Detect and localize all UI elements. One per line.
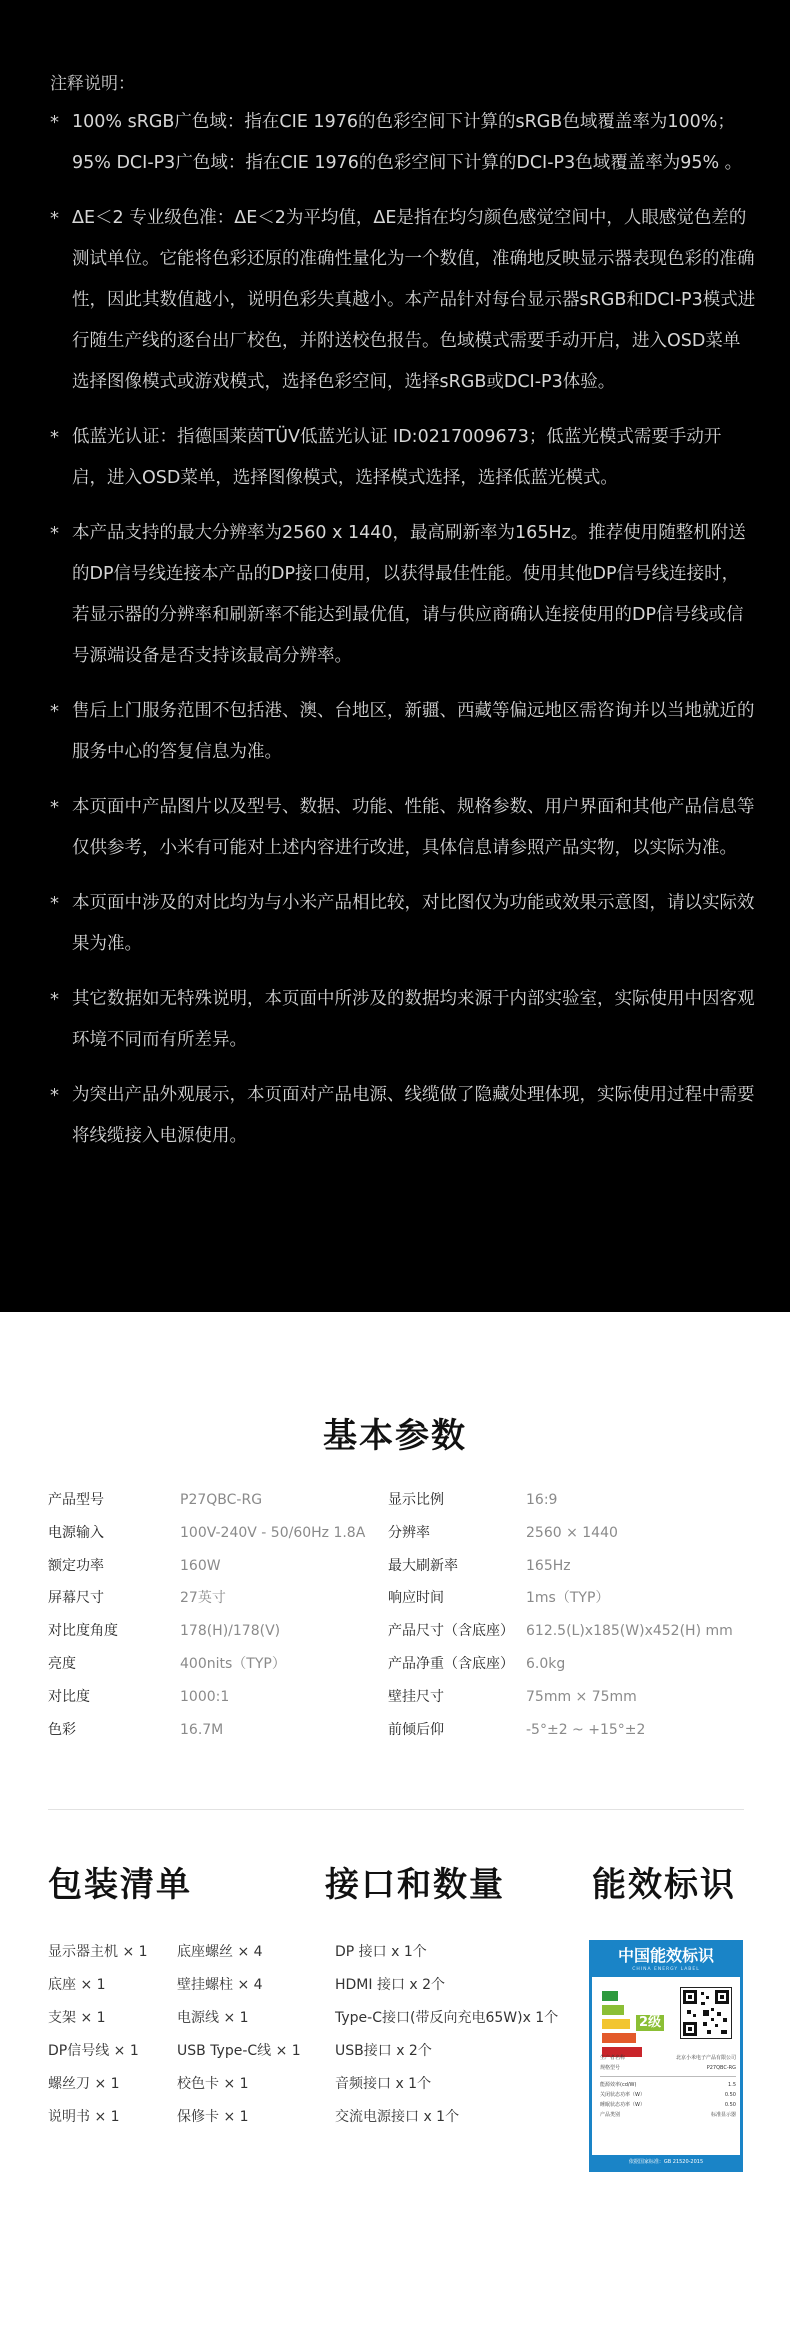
spec-key: 分辨率 [388,1524,430,1541]
notes-title: 注释说明： [50,74,135,94]
note-text: 本产品支持的最大分辨率为2560 x 1440，最高刷新率为165Hz。推荐使用随整机附送的DP信号线连接本产品的DP接口使用，以获得最佳性能。使用其他DP信号线连接时，若显示器的分辨率和刷新率不能达到最优值，请与供应商确认连接使用的DP信号线或信号源端设备是否支持该最高分辨率。 [72,523,746,666]
spec-value: 1000:1 [180,1688,230,1705]
energy-row-key: 生产者名称 [600,2055,626,2061]
asterisk-icon: * [50,523,59,544]
energy-row [600,2080,736,2090]
energy-label-subtitle: CHINA ENERGY LABEL [632,1967,700,1972]
energy-info [600,2053,736,2120]
asterisk-icon: * [50,989,59,1010]
spec-row [48,1681,748,1714]
spec-value: 16.7M [180,1721,224,1738]
asterisk-icon: * [50,893,59,914]
package-item: 保修卡 × 1 [177,2109,249,2125]
asterisk-icon: * [50,797,59,818]
spec-key: 壁挂尺寸 [388,1688,444,1705]
spec-value: 160W [180,1557,221,1574]
grade-bar [602,2033,636,2043]
spec-value: 75mm × 75mm [526,1688,637,1705]
energy-row [600,2110,736,2120]
energy-row-value: 0.50 [724,2102,736,2108]
spec-row [48,1615,748,1648]
energy-row [600,2100,736,2110]
energy-row-key: 睡眠状态功率（W） [600,2102,645,2108]
qr-code-icon [680,1987,732,2039]
specs-table [48,1484,748,1746]
spec-value: 1ms（TYP） [526,1590,610,1607]
energy-label [589,1940,743,2172]
package-item: 支架 × 1 [48,2010,106,2026]
package-item: 底座螺丝 × 4 [177,1944,263,1960]
spec-key: 产品型号 [48,1492,104,1508]
note-item [50,883,756,965]
spec-value: 612.5(L)x185(W)x452(H) mm [526,1623,733,1640]
spec-value: 27英寸 [180,1590,226,1607]
spec-value: P27QBC-RG [180,1492,263,1508]
ports-list [335,1942,558,2140]
package-list-col1 [48,1942,148,2140]
spec-key: 对比度 [48,1688,90,1705]
port-item: HDMI 接口 x 2个 [335,1977,446,1993]
package-title: 包装清单 [48,1865,192,1905]
energy-row-value: 标准显示器 [710,2112,736,2118]
spec-key: 色彩 [48,1721,76,1738]
energy-separator [600,2076,736,2077]
energy-row [600,2063,736,2073]
asterisk-icon: * [50,427,59,448]
energy-row-key: 产品类别 [600,2112,621,2118]
spec-key: 屏幕尺寸 [48,1590,104,1607]
spec-value: 165Hz [526,1557,571,1574]
note-text: 低蓝光认证：指德国莱茵TÜV低蓝光认证 ID:0217009673；低蓝光模式需要手动开启，进入OSD菜单，选择图像模式，选择模式选择，选择低蓝光模式。 [72,427,722,488]
asterisk-icon: * [50,208,59,229]
energy-row-value: 1.5 [728,2082,736,2088]
spec-row [48,1484,748,1517]
note-item [50,513,756,677]
note-item [50,102,756,184]
ports-title: 接口和数量 [325,1865,505,1905]
spec-key: 额定功率 [48,1557,104,1574]
note-text: 本页面中涉及的对比均为与小米产品相比较，对比图仅为功能或效果示意图，请以实际效果为准。 [72,893,755,954]
energy-title: 能效标识 [592,1865,736,1905]
note-text: 为突出产品外观展示，本页面对产品电源、线缆做了隐藏处理体现，实际使用过程中需要将线缆接入电源使用。 [72,1085,755,1146]
asterisk-icon: * [50,112,59,133]
spec-value: -5°±2 ~ +15°±2 [526,1721,646,1738]
package-item: USB Type-C线 × 1 [177,2043,301,2059]
package-item: 底座 × 1 [48,1977,106,1993]
energy-label-footer: 依据国家标准：GB 21520-2015 [592,2155,740,2169]
spec-row [48,1648,748,1681]
note-item [50,198,756,403]
package-item: DP信号线 × 1 [48,2043,139,2059]
energy-grade-badge: 2级 [636,2015,664,2031]
spec-key: 前倾后仰 [388,1721,444,1738]
energy-row-value: 0.50 [724,2092,736,2098]
package-item: 壁挂螺柱 × 4 [177,1977,263,1993]
spec-row [48,1714,748,1747]
package-item: 螺丝刀 × 1 [48,2076,120,2092]
energy-row-key: 关闭状态功率（W） [600,2092,645,2098]
note-text: 其它数据如无特殊说明，本页面中所涉及的数据均来源于内部实验室，实际使用中因客观环境不同而有所差异。 [72,989,755,1050]
energy-row [600,2053,736,2063]
spec-row [48,1550,748,1583]
spec-value: 2560 × 1440 [526,1524,618,1541]
asterisk-icon: * [50,1085,59,1106]
package-list-col2 [177,1942,301,2140]
note-item [50,1075,756,1157]
spec-key: 亮度 [48,1655,76,1672]
spec-row [48,1517,748,1550]
spec-key: 产品尺寸（含底座） [388,1623,514,1640]
package-item: 显示器主机 × 1 [48,1944,148,1960]
spec-key: 显示比例 [388,1492,444,1508]
grade-bar [602,1991,618,2001]
spec-key: 对比度角度 [48,1623,118,1640]
spec-value: 178(H)/178(V) [180,1623,281,1640]
package-item: 说明书 × 1 [48,2109,120,2125]
section-divider [48,1809,744,1810]
spec-value: 400nits（TYP） [180,1655,286,1672]
energy-label-header: 中国能效标识 [592,1943,740,1977]
note-text: 100% sRGB广色域：指在CIE 1976的色彩空间下计算的sRGB色域覆盖率为100%；95% DCI-P3广色域：指在CIE 1976的色彩空间下计算的DCI-P3色域覆盖率为95% 。 [72,112,743,173]
energy-row-key: 规格型号 [600,2065,621,2071]
spec-key: 响应时间 [388,1590,444,1607]
notes-list [50,102,756,1171]
package-item: 电源线 × 1 [177,2010,249,2026]
note-text: ΔE＜2 专业级色准：ΔE＜2为平均值，ΔE是指在均匀颜色感觉空间中，人眼感觉色差的测试单位。它能将色彩还原的准确性量化为一个数值，准确地反映显示器表现色彩的准确性，因此其数值越小，说明色彩失真越小。本产品针对每台显示器sRGB和DCI-P3模式进行随生产线的逐台出厂校色，并附送校色报告。色域模式需要手动开启，进入OSD菜单选择图像模式或游戏模式，选择色彩空间，选择sRGB或DCI-P3体验。 [72,208,756,392]
port-item: 交流电源接口 x 1个 [335,2109,460,2125]
port-item: DP 接口 x 1个 [335,1944,427,1960]
energy-row-value: 北京小米电子产品有限公司 [675,2055,736,2061]
grade-bar [602,2005,624,2015]
spec-key: 产品净重（含底座） [388,1655,514,1672]
spec-key: 最大刷新率 [388,1557,458,1574]
spec-value: 16:9 [526,1492,558,1508]
energy-row-key: 能源效率(cd/W) [600,2082,637,2088]
package-item: 校色卡 × 1 [177,2076,249,2092]
spec-key: 电源输入 [48,1524,104,1541]
energy-row [600,2090,736,2100]
note-text: 本页面中产品图片以及型号、数据、功能、性能、规格参数、用户界面和其他产品信息等仅供参考，小米有可能对上述内容进行改进，具体信息请参照产品实物，以实际为准。 [72,797,755,858]
energy-row-value: P27QBC-RG [706,2065,736,2071]
note-item [50,691,756,773]
grade-bar [602,2019,630,2029]
specs-title: 基本参数 [323,1416,467,1456]
note-text: 售后上门服务范围不包括港、澳、台地区，新疆、西藏等偏远地区需咨询并以当地就近的服务中心的答复信息为准。 [72,701,755,762]
note-item [50,787,756,869]
spec-value: 6.0kg [526,1655,566,1672]
port-item: USB接口 x 2个 [335,2043,432,2059]
spec-section [0,1312,790,2325]
port-item: 音频接口 x 1个 [335,2076,432,2092]
note-item [50,979,756,1061]
spec-value: 100V-240V - 50/60Hz 1.8A [180,1524,366,1541]
asterisk-icon: * [50,701,59,722]
spec-row [48,1582,748,1615]
note-item [50,417,756,499]
port-item: Type-C接口(带反向充电65W)x 1个 [335,2010,559,2026]
